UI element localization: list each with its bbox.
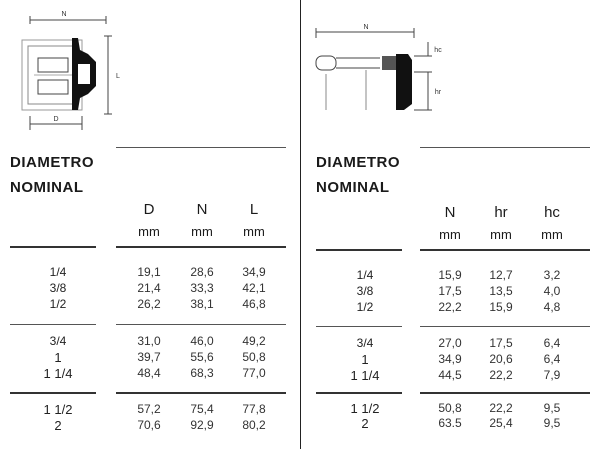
table-cell: 31,0 [137,334,161,348]
size-label: 3/8 [49,281,67,295]
group-rule [316,326,402,327]
table-cell: 63.5 [438,416,462,430]
col-label: L [249,201,259,218]
panel-divider [300,0,301,449]
left-col-n [177,200,227,242]
size-label: 1/2 [356,300,374,314]
header-rule [420,147,590,148]
table-cell: 22,2 [489,401,513,415]
size-label: 1 1/2 [350,401,380,416]
table-cell: 25,4 [489,416,513,430]
drawing-label-hc: hc [434,47,442,54]
table-cell: 20,6 [489,352,513,366]
header-rule [116,147,286,148]
size-label: 1 1/4 [350,368,380,383]
group-rule [420,392,590,394]
table-cell: 34,9 [438,352,462,366]
left-col-d [124,200,174,242]
size-label: 1 1/4 [43,366,73,381]
table-cell: 3,2 [543,268,561,282]
table-cell: 77,8 [242,402,266,416]
left-title-line1: DIAMETRO [10,154,94,171]
right-col-hc [527,203,577,245]
drawing-label-d: D [53,116,59,123]
table-cell: 46,8 [242,297,266,311]
size-label: 1/4 [356,268,374,282]
left-title-line2: NOMINAL [10,179,84,196]
table-cell: 42,1 [242,281,266,295]
column-rule [316,249,402,251]
size-label: 2 [361,416,369,431]
table-cell: 6,4 [543,336,561,350]
col-unit: mm [490,227,512,242]
table-cell: 7,9 [543,368,561,382]
table-cell: 68,3 [190,366,214,380]
right-col-n [425,203,475,245]
table-cell: 92,9 [190,418,214,432]
table-cell: 75,4 [190,402,214,416]
left-col-l [229,200,279,242]
table-cell: 15,9 [489,300,513,314]
table-cell: 50,8 [438,401,462,415]
col-unit: mm [191,224,213,239]
table-cell: 33,3 [190,281,214,295]
cap-fitting-drawing [310,20,450,116]
col-label: D [143,201,155,218]
table-cell: 57,2 [137,402,161,416]
group-rule [116,324,286,325]
drawing-label-n: N [61,11,67,18]
column-rule [420,249,590,251]
table-cell: 34,9 [242,265,266,279]
col-label: N [196,201,208,218]
column-rule [10,246,96,248]
table-cell: 22,2 [438,300,462,314]
group-rule [10,324,96,325]
table-cell: 80,2 [242,418,266,432]
size-label: 1 1/2 [43,402,73,417]
table-cell: 9,5 [543,416,561,430]
table-cell: 49,2 [242,334,266,348]
table-cell: 4,0 [543,284,561,298]
table-cell: 70,6 [137,418,161,432]
group-rule [116,392,286,394]
table-cell: 6,4 [543,352,561,366]
table-cell: 17,5 [489,336,513,350]
col-unit: mm [541,227,563,242]
table-cell: 38,1 [190,297,214,311]
table-cell: 9,5 [543,401,561,415]
size-label: 3/8 [356,284,374,298]
group-rule [10,392,96,394]
col-unit: mm [439,227,461,242]
table-cell: 77,0 [242,366,266,380]
union-fitting-drawing [8,6,128,132]
column-rule [116,246,286,248]
col-label: N [444,204,456,221]
table-cell: 15,9 [438,268,462,282]
table-cell: 4,8 [543,300,561,314]
table-cell: 21,4 [137,281,161,295]
table-cell: 48,4 [137,366,161,380]
table-cell: 17,5 [438,284,462,298]
drawing-label-n: N [363,24,369,31]
size-label: 2 [54,418,62,433]
table-cell: 12,7 [489,268,513,282]
table-cell: 26,2 [137,297,161,311]
table-cell: 19,1 [137,265,161,279]
size-label: 1 [361,352,369,367]
drawing-label-l: L [116,73,120,80]
table-cell: 28,6 [190,265,214,279]
table-cell: 27,0 [438,336,462,350]
table-cell: 55,6 [190,350,214,364]
col-label: hc [544,204,560,221]
right-title-line1: DIAMETRO [316,154,400,171]
group-rule [316,392,402,394]
size-label: 1/4 [49,265,67,279]
drawing-label-hr: hr [434,89,442,96]
col-unit: mm [138,224,160,239]
right-title-line2: NOMINAL [316,179,390,196]
col-unit: mm [243,224,265,239]
col-label: hr [494,204,508,221]
table-cell: 22,2 [489,368,513,382]
size-label: 3/4 [49,334,67,348]
group-rule [420,326,590,327]
size-label: 3/4 [356,336,374,350]
table-cell: 13,5 [489,284,513,298]
table-cell: 44,5 [438,368,462,382]
size-label: 1 [54,350,62,365]
table-cell: 39,7 [137,350,161,364]
table-cell: 46,0 [190,334,214,348]
size-label: 1/2 [49,297,67,311]
right-col-hr [476,203,526,245]
table-cell: 50,8 [242,350,266,364]
